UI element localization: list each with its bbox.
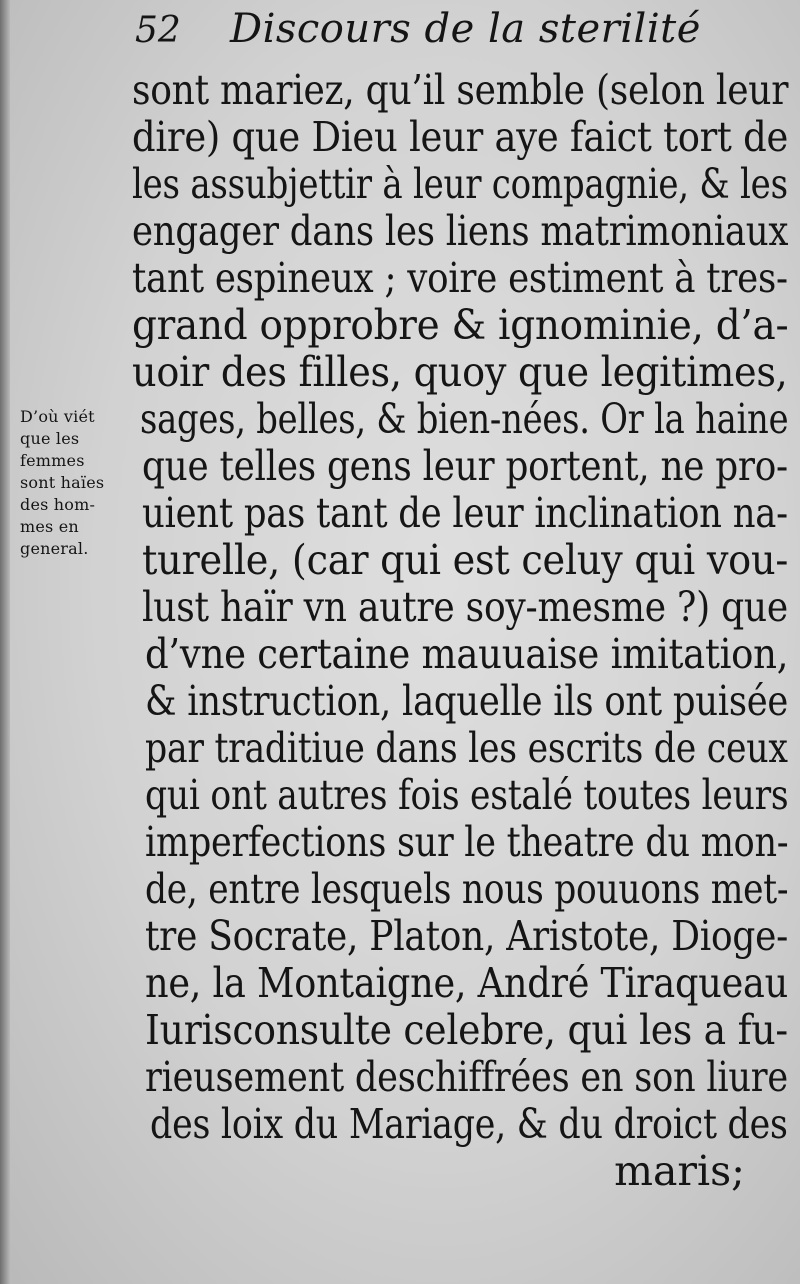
- margin-note-line: general.: [20, 539, 89, 558]
- body-line: de, entre lesquels nous pouuons met-: [145, 865, 789, 913]
- body-line: uoir des filles, quoy que legitimes,: [132, 348, 788, 396]
- body-line: tre Socrate, Platon, Aristote, Dioge-: [145, 912, 788, 960]
- margin-note-line: mes en: [20, 517, 79, 536]
- running-title: Discours de la sterilité: [230, 6, 701, 52]
- body-line: d’vne certaine mauuaise imitation,: [145, 630, 789, 678]
- body-line: & instruction, laquelle ils ont puisée: [145, 677, 789, 725]
- margin-note-line: femmes: [20, 451, 85, 470]
- running-head: [130, 4, 750, 54]
- margin-note-line: sont haïes: [20, 473, 105, 492]
- body-line: turelle, (car qui est celuy qui vou-: [142, 536, 788, 584]
- page-number: 52: [135, 10, 181, 51]
- body-line: que telles gens leur portent, ne pro-: [142, 442, 788, 490]
- body-line: grand opprobre & ignominie, d’a-: [132, 301, 789, 349]
- body-line: qui ont autres fois estalé toutes leurs: [145, 771, 789, 819]
- body-line: rieusement deschiffrées en son liure: [145, 1053, 788, 1101]
- body-line: des loix du Mariage, & du droict des: [150, 1100, 788, 1148]
- body-line: lust haïr vn autre soy-mesme ?) que: [142, 583, 789, 631]
- body-line: uient pas tant de leur inclination na-: [142, 489, 788, 537]
- body-line: dire) que Dieu leur aye faict tort de: [132, 113, 789, 161]
- page-gutter-shadow: [0, 0, 10, 1284]
- margin-note: [20, 406, 132, 560]
- body-line: Iurisconsulte celebre, qui les a fu-: [145, 1006, 788, 1054]
- margin-note-line: D’où viét: [20, 407, 95, 426]
- body-line: engager dans les liens matrimoniaux: [132, 207, 789, 255]
- body-line: sages, belles, & bien-nées. Or la haine: [140, 395, 789, 443]
- body-line: les assubjettir à leur compagnie, & les: [132, 160, 788, 208]
- body-line: tant espineux ; voire estiment à tres-: [132, 254, 788, 302]
- body-line: imperfections sur le theatre du mon-: [145, 818, 789, 866]
- body-line: sont mariez, qu’il semble (selon leur: [132, 66, 789, 114]
- margin-note-line: que les: [20, 429, 80, 448]
- body-line: par traditiue dans les escrits de ceux: [145, 724, 788, 772]
- body-line: ne, la Montaigne, André Tiraqueau: [145, 959, 788, 1007]
- catchword: maris;: [614, 1147, 745, 1195]
- margin-note-line: des hom-: [20, 495, 96, 514]
